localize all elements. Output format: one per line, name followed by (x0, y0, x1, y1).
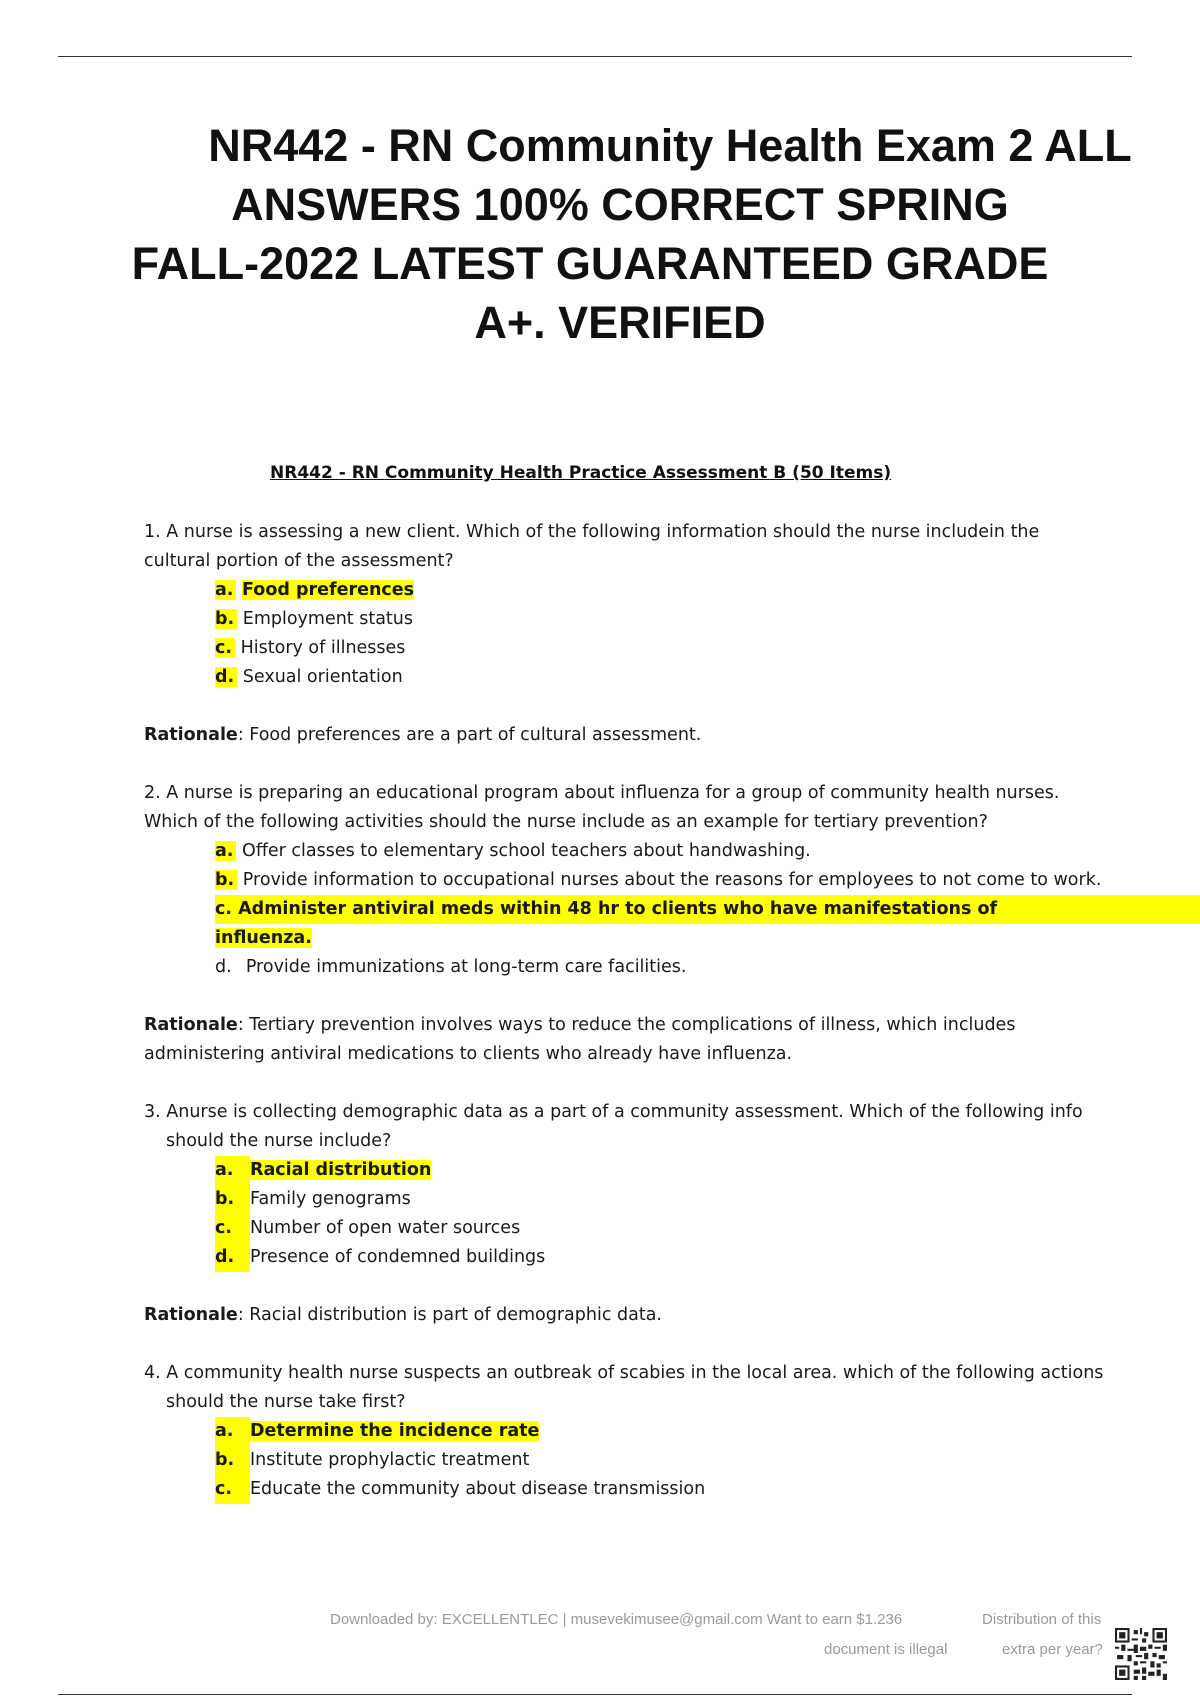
option-a (215, 837, 1184, 866)
options-list (215, 1417, 1184, 1504)
option-b (215, 605, 1184, 634)
question-2 (144, 779, 1184, 837)
question-stem: should the nurse take first? (166, 1392, 406, 1412)
option-text-line-1: Administer antiviral meds within 48 hr to clients who have manifestations of (238, 899, 998, 919)
rationale-text: : Tertiary prevention involves ways to reduce the complications of illness, which includes (237, 1015, 1016, 1035)
top-rule (58, 56, 1132, 57)
option-b (215, 1446, 1184, 1475)
question-stem: Which of the following activities should the nurse include as an example for tertiary prevention? (144, 812, 988, 832)
option-b (215, 866, 1184, 895)
question-stem: 2. A nurse is preparing an educational program about influenza for a group of community health nurses. (144, 783, 1060, 803)
option-c (215, 1214, 1184, 1243)
title-line-4: A+. VERIFIED (474, 297, 766, 348)
option-text-correct: Racial distribution (250, 1160, 432, 1180)
option-d (215, 663, 1184, 692)
section-subtitle: NR442 - RN Community Health Practice Assessment B (50 Items) (270, 463, 892, 483)
option-c (215, 634, 1184, 663)
bottom-rule (58, 1694, 1132, 1695)
document-title (60, 116, 1180, 352)
option-text: Presence of condemned buildings (250, 1247, 546, 1267)
option-text-correct (215, 895, 1200, 924)
rationale (144, 1301, 1184, 1330)
option-letter: c. (215, 638, 235, 658)
option-text-line-2: influenza. (215, 928, 312, 948)
rationale-label: Rationale (144, 1305, 238, 1325)
option-letter: a. (215, 841, 236, 861)
option-letter: c. (215, 899, 233, 919)
rationale-label: Rationale (144, 725, 238, 745)
footer-download-info: Downloaded by: EXCELLENTLEC | musevekimusee@gmail.com Want to earn $1.236 (330, 1611, 903, 1628)
qr-code-icon[interactable] (1115, 1628, 1167, 1680)
option-b (215, 1185, 1184, 1214)
option-letter: b. (215, 1446, 250, 1475)
option-text: Employment status (242, 609, 414, 629)
question-3 (144, 1098, 1184, 1156)
rationale-text: : Food preferences are a part of cultural assessment. (237, 725, 702, 745)
option-text: Educate the community about disease transmission (250, 1479, 706, 1499)
question-stem: 1. A nurse is assessing a new client. Which of the following information should the nurse includein the (144, 522, 1040, 542)
option-letter: a. (215, 1417, 250, 1446)
option-letter: c. (215, 1475, 250, 1504)
option-text: Number of open water sources (250, 1218, 521, 1238)
title-line-2: ANSWERS 100% CORRECT SPRING (231, 179, 1009, 230)
options-list (215, 837, 1184, 982)
option-text: Provide immunizations at long-term care facilities. (245, 957, 687, 977)
option-letter: d. (215, 1243, 250, 1272)
option-text: Institute prophylactic treatment (250, 1450, 530, 1470)
option-text-correct: Food preferences (242, 580, 415, 600)
question-list (144, 518, 1184, 1504)
options-list (215, 1156, 1184, 1272)
question-4 (144, 1359, 1184, 1417)
question-1 (144, 518, 1184, 576)
rationale (144, 721, 1184, 750)
option-text: Sexual orientation (242, 667, 403, 687)
option-text: Provide information to occupational nurses about the reasons for employees to not come to work. (242, 870, 1102, 890)
option-letter: c. (215, 1214, 250, 1243)
title-line-3: FALL-2022 LATEST GUARANTEED GRADE (131, 238, 1049, 289)
option-c (215, 1475, 1184, 1504)
option-letter: b. (215, 870, 237, 890)
option-text: Offer classes to elementary school teachers about handwashing. (242, 841, 811, 861)
question-stem: 3. Anurse is collecting demographic data as a part of a community assessment. Which of the following info (144, 1102, 1083, 1122)
rationale-text: : Racial distribution is part of demographic data. (237, 1305, 662, 1325)
option-text: Family genograms (250, 1189, 411, 1209)
option-d (215, 953, 1184, 982)
option-letter: d. (215, 957, 232, 977)
option-text: History of illnesses (240, 638, 406, 658)
option-text-correct: Determine the incidence rate (250, 1421, 540, 1441)
option-letter: a. (215, 580, 236, 600)
option-letter: b. (215, 1185, 250, 1214)
rationale (144, 1011, 1184, 1069)
option-c (215, 895, 1184, 953)
options-list (215, 576, 1184, 692)
question-stem: 4. A community health nurse suspects an outbreak of scabies in the local area. which of the following actions (144, 1363, 1104, 1383)
option-d (215, 1243, 1184, 1272)
rationale-text: administering antiviral medications to clients who already have influenza. (144, 1044, 793, 1064)
footer-distribution: Distribution of this (982, 1611, 1102, 1628)
option-letter: d. (215, 667, 237, 687)
rationale-label: Rationale (144, 1015, 238, 1035)
option-letter: a. (215, 1156, 250, 1185)
option-letter: b. (215, 609, 237, 629)
option-a (215, 1417, 1184, 1446)
title-line-1: NR442 - RN Community Health Exam 2 ALL (208, 120, 1132, 171)
footer-illegal: document is illegal (824, 1641, 948, 1658)
footer-extra: extra per year? (1002, 1641, 1103, 1658)
question-stem: cultural portion of the assessment? (144, 551, 454, 571)
option-a (215, 576, 1184, 605)
question-stem: should the nurse include? (166, 1131, 392, 1151)
option-a (215, 1156, 1184, 1185)
